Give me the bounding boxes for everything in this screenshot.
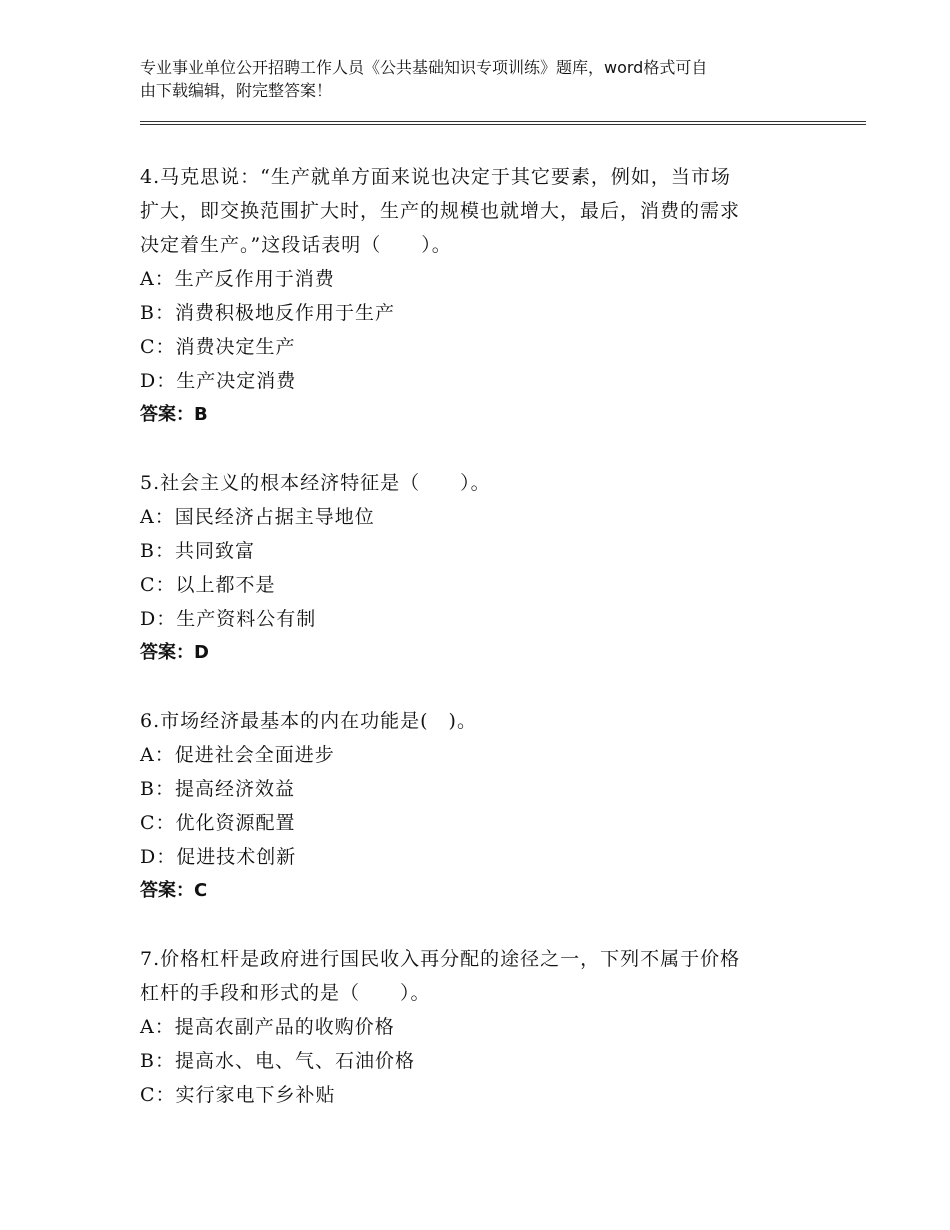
option-b: B：提高经济效益 [140,778,295,800]
question-text: 4.马克思说：“生产就单方面来说也决定于其它要素，例如，当市场 [140,166,731,188]
option-d: D：生产资料公有制 [140,608,317,630]
option-b: B：消费积极地反作用于生产 [140,302,395,324]
question-4 [140,160,820,432]
option-c: C：消费决定生产 [140,336,296,358]
question-6 [140,704,820,908]
option-a: A：生产反作用于消费 [140,268,335,290]
option-a: A：促进社会全面进步 [140,744,335,766]
option-c: C：以上都不是 [140,574,276,596]
question-5 [140,466,820,670]
header-divider-bottom [140,124,866,125]
option-c: C：实行家电下乡补贴 [140,1084,336,1106]
option-b: B：共同致富 [140,540,255,562]
question-text: 决定着生产。”这段话表明（ ）。 [140,234,452,256]
answer-line: 答案：C [140,880,208,901]
question-text: 5.社会主义的根本经济特征是（ ）。 [140,472,491,494]
answer-line: 答案：D [140,642,209,663]
option-b: B：提高水、电、气、石油价格 [140,1050,415,1072]
header-line-2: 由下载编辑，附完整答案！ [140,81,333,100]
question-text: 7.价格杠杆是政府进行国民收入再分配的途径之一，下列不属于价格 [140,948,741,970]
document-header [140,56,820,102]
option-a: A：提高农副产品的收购价格 [140,1016,395,1038]
question-text: 扩大，即交换范围扩大时，生产的规模也就增大，最后，消费的需求 [140,200,741,222]
header-line-1: 专业事业单位公开招聘工作人员《公共基础知识专项训练》题库，word格式可自 [140,58,708,77]
header-divider-top [140,121,866,122]
option-d: D：促进技术创新 [140,846,297,868]
question-list [140,160,820,1112]
option-a: A：国民经济占据主导地位 [140,506,375,528]
question-7 [140,942,820,1112]
option-d: D：生产决定消费 [140,370,297,392]
question-text: 6.市场经济最基本的内在功能是( )。 [140,710,477,732]
question-text: 杠杆的手段和形式的是（ ）。 [140,982,431,1004]
answer-line: 答案：B [140,404,208,425]
option-c: C：优化资源配置 [140,812,296,834]
